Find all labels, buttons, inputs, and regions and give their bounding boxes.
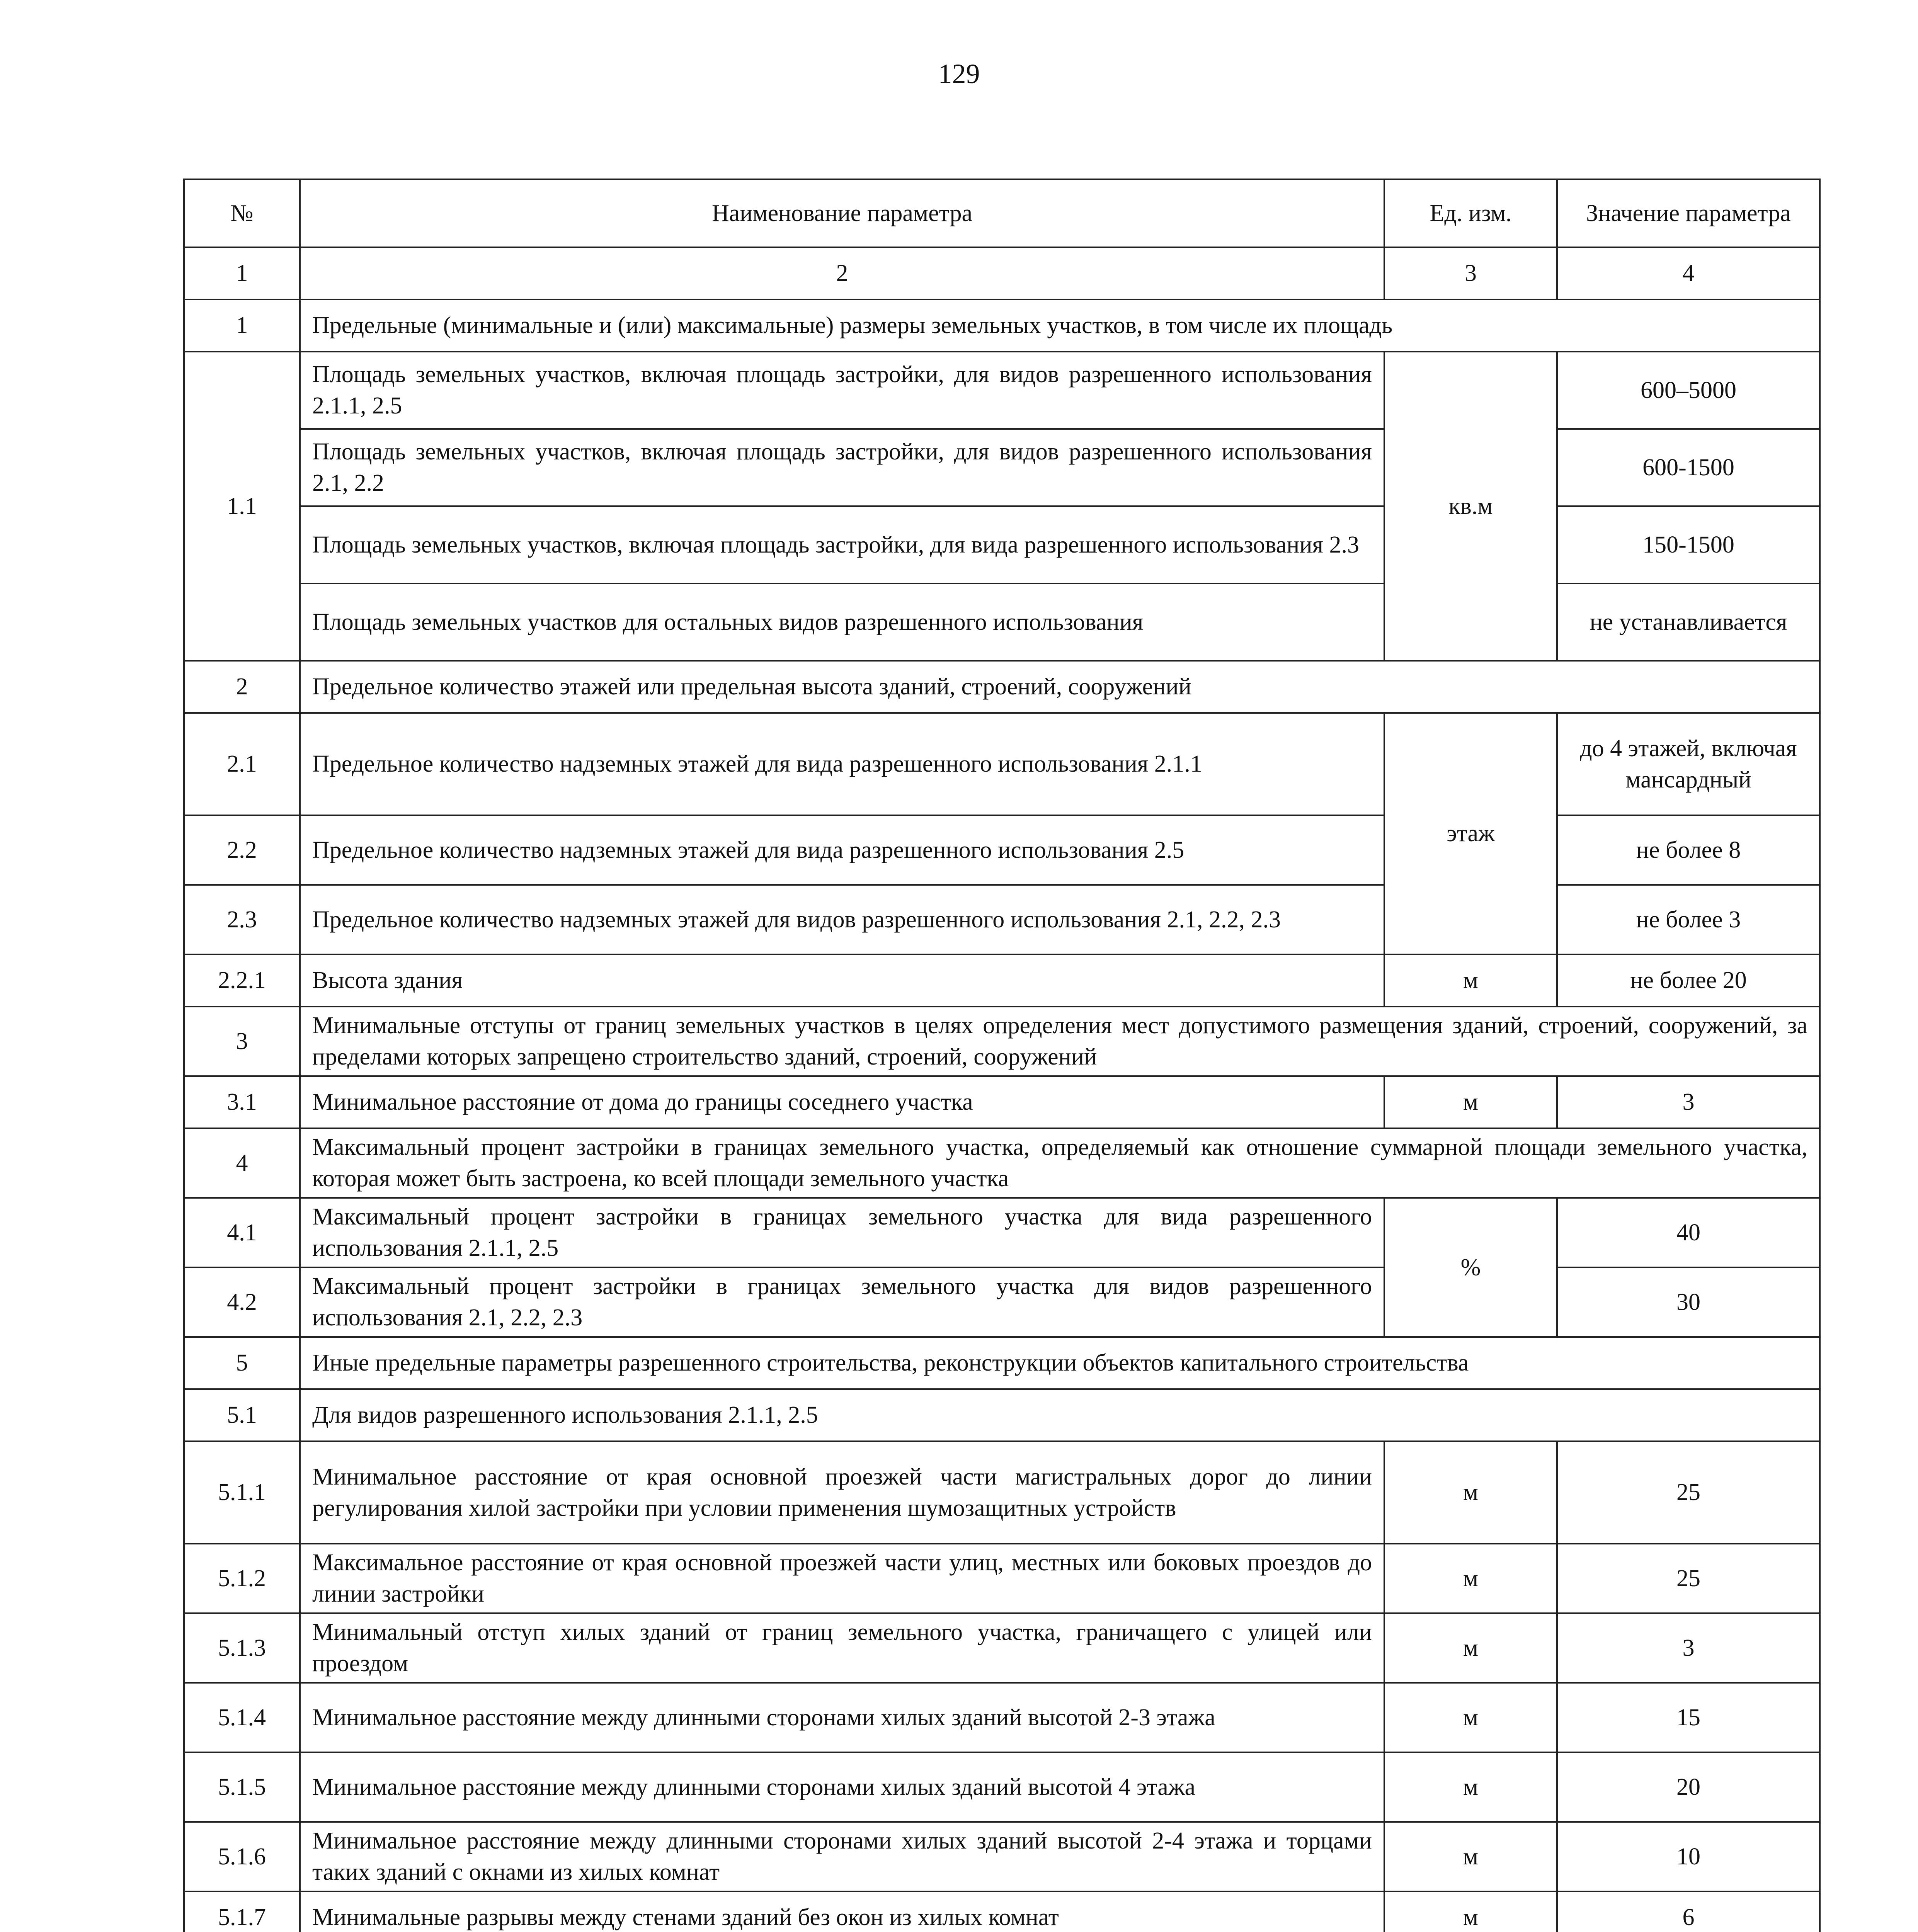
table-row — [184, 815, 1820, 885]
unit: м — [1384, 1752, 1557, 1822]
parameter-value: 600–5000 — [1557, 352, 1820, 429]
row-number: 2.2.1 — [184, 954, 300, 1007]
parameter-value: 30 — [1557, 1267, 1820, 1337]
row-number: 5.1.7 — [184, 1891, 300, 1932]
parameter-value: не устанавливается — [1557, 583, 1820, 661]
section-title: Иные предельные параметры разрешенного строительства, реконструкции объектов капитального строительства — [300, 1337, 1820, 1389]
row-number: 4 — [184, 1128, 300, 1198]
section-row — [184, 1128, 1820, 1198]
parameter-name: Минимальное расстояние между длинными сторонами хилых зданий высотой 2-4 этажа и торцами таких зданий с окнами из хилых комнат — [300, 1822, 1384, 1891]
table-row — [184, 1891, 1820, 1932]
parameter-name: Площадь земельных участков, включая площадь застройки, для видов разрешенного использования 2.1, 2.2 — [300, 429, 1384, 506]
table-row — [184, 1822, 1820, 1891]
row-number: 3.1 — [184, 1076, 300, 1128]
parameter-name: Высота здания — [300, 954, 1384, 1007]
header-unit: Ед. изм. — [1384, 179, 1557, 247]
parameter-name: Площадь земельных участков, включая площадь застройки, для видов разрешенного использования 2.1.1, 2.5 — [300, 352, 1384, 429]
row-number: 5.1.3 — [184, 1613, 300, 1683]
row-number: 5.1.4 — [184, 1683, 300, 1752]
header-num: № — [184, 179, 300, 247]
parameter-value: 25 — [1557, 1544, 1820, 1613]
parameter-name: Предельное количество надземных этажей для вида разрешенного использования 2.5 — [300, 815, 1384, 885]
parameters-table — [183, 179, 1821, 1932]
parameter-value: до 4 этажей, включая мансардный — [1557, 713, 1820, 815]
row-number: 5.1.5 — [184, 1752, 300, 1822]
row-number: 2.3 — [184, 885, 300, 954]
parameter-name: Минимальное расстояние от края основной проезжей части магистральных дорог до линии регулирования хилой застройки при условии применения шумозащитных устройств — [300, 1441, 1384, 1544]
row-number: 2.1 — [184, 713, 300, 815]
section-row — [184, 1007, 1820, 1076]
unit: кв.м — [1384, 352, 1557, 661]
parameter-name: Минимальное расстояние от дома до границы соседнего участка — [300, 1076, 1384, 1128]
row-number: 1.1 — [184, 352, 300, 661]
table-row — [184, 429, 1820, 506]
parameter-name: Предельное количество надземных этажей для видов разрешенного использования 2.1, 2.2, 2.3 — [300, 885, 1384, 954]
table-row — [184, 1267, 1820, 1337]
parameter-name: Минимальное расстояние между длинными сторонами хилых зданий высотой 2-3 этажа — [300, 1683, 1384, 1752]
column-numbers-row — [184, 247, 1820, 299]
unit: м — [1384, 1441, 1557, 1544]
table-row — [184, 506, 1820, 583]
parameter-value: не более 3 — [1557, 885, 1820, 954]
parameter-value: не более 20 — [1557, 954, 1820, 1007]
parameter-value: 3 — [1557, 1076, 1820, 1128]
parameter-value: не более 8 — [1557, 815, 1820, 885]
section-row — [184, 1337, 1820, 1389]
row-number: 5.1.6 — [184, 1822, 300, 1891]
row-number: 5.1.1 — [184, 1441, 300, 1544]
parameter-value: 15 — [1557, 1683, 1820, 1752]
table-header-row — [184, 179, 1820, 247]
parameter-name: Максимальный процент застройки в границах земельного участка для вида разрешенного использования 2.1.1, 2.5 — [300, 1198, 1384, 1267]
unit: м — [1384, 1683, 1557, 1752]
unit: м — [1384, 1891, 1557, 1932]
table-row — [184, 1683, 1820, 1752]
parameter-value: 10 — [1557, 1822, 1820, 1891]
row-number: 2.2 — [184, 815, 300, 885]
parameter-value: 25 — [1557, 1441, 1820, 1544]
section-title: Предельные (минимальные и (или) максимальные) размеры земельных участков, в том числе их площадь — [300, 299, 1820, 352]
page-number: 129 — [938, 58, 980, 89]
unit: м — [1384, 1613, 1557, 1683]
table-row — [184, 1441, 1820, 1544]
parameter-name: Минимальное расстояние между длинными сторонами хилых зданий высотой 4 этажа — [300, 1752, 1384, 1822]
unit: м — [1384, 1076, 1557, 1128]
unit: м — [1384, 954, 1557, 1007]
table-row — [184, 954, 1820, 1007]
parameter-value: 3 — [1557, 1613, 1820, 1683]
unit: % — [1384, 1198, 1557, 1337]
section-row — [184, 661, 1820, 713]
parameter-name: Площадь земельных участков для остальных видов разрешенного использования — [300, 583, 1384, 661]
parameter-value: 40 — [1557, 1198, 1820, 1267]
table-row — [184, 713, 1820, 815]
parameter-name: Минимальный отступ хилых зданий от границ земельного участка, граничащего с улицей или проездом — [300, 1613, 1384, 1683]
row-number: 5.1 — [184, 1389, 300, 1441]
parameter-value: 20 — [1557, 1752, 1820, 1822]
table-row — [184, 1544, 1820, 1613]
section-title: Предельное количество этажей или предельная высота зданий, строений, сооружений — [300, 661, 1820, 713]
parameter-name: Максимальный процент застройки в границах земельного участка для видов разрешенного использования 2.1, 2.2, 2.3 — [300, 1267, 1384, 1337]
table-row — [184, 1198, 1820, 1267]
section-row — [184, 1389, 1820, 1441]
header-name: Наименование параметра — [300, 179, 1384, 247]
row-number: 4.1 — [184, 1198, 300, 1267]
parameter-name: Площадь земельных участков, включая площадь застройки, для вида разрешенного использования 2.3 — [300, 506, 1384, 583]
row-number: 5 — [184, 1337, 300, 1389]
table-row — [184, 1613, 1820, 1683]
parameter-value: 600-1500 — [1557, 429, 1820, 506]
header-value: Значение параметра — [1557, 179, 1820, 247]
unit: м — [1384, 1544, 1557, 1613]
parameter-value: 6 — [1557, 1891, 1820, 1932]
section-row — [184, 299, 1820, 352]
parameter-value: 150-1500 — [1557, 506, 1820, 583]
column-number: 3 — [1384, 247, 1557, 299]
section-title: Минимальные отступы от границ земельных участков в целях определения мест допустимого размещения зданий, строений, сооружений, за пределами которых запрещено строительство зданий, строений, сооружений — [300, 1007, 1820, 1076]
row-number: 5.1.2 — [184, 1544, 300, 1613]
table-row — [184, 885, 1820, 954]
table-row — [184, 1076, 1820, 1128]
parameter-name: Минимальные разрывы между стенами зданий без окон из хилых комнат — [300, 1891, 1384, 1932]
table-row — [184, 1752, 1820, 1822]
row-number: 3 — [184, 1007, 300, 1076]
parameter-name: Максимальное расстояние от края основной проезжей части улиц, местных или боковых проездов до линии застройки — [300, 1544, 1384, 1613]
row-number: 4.2 — [184, 1267, 300, 1337]
section-title: Для видов разрешенного использования 2.1.1, 2.5 — [300, 1389, 1820, 1441]
row-number: 2 — [184, 661, 300, 713]
parameter-name: Предельное количество надземных этажей для вида разрешенного использования 2.1.1 — [300, 713, 1384, 815]
table-row — [184, 583, 1820, 661]
column-number: 1 — [184, 247, 300, 299]
row-number: 1 — [184, 299, 300, 352]
table-row — [184, 352, 1820, 429]
unit: м — [1384, 1822, 1557, 1891]
column-number: 4 — [1557, 247, 1820, 299]
section-title: Максимальный процент застройки в границах земельного участка, определяемый как отношение суммарной площади земельного участка, которая может быть застроена, ко всей площади земельного участка — [300, 1128, 1820, 1198]
column-number: 2 — [300, 247, 1384, 299]
unit: этаж — [1384, 713, 1557, 954]
